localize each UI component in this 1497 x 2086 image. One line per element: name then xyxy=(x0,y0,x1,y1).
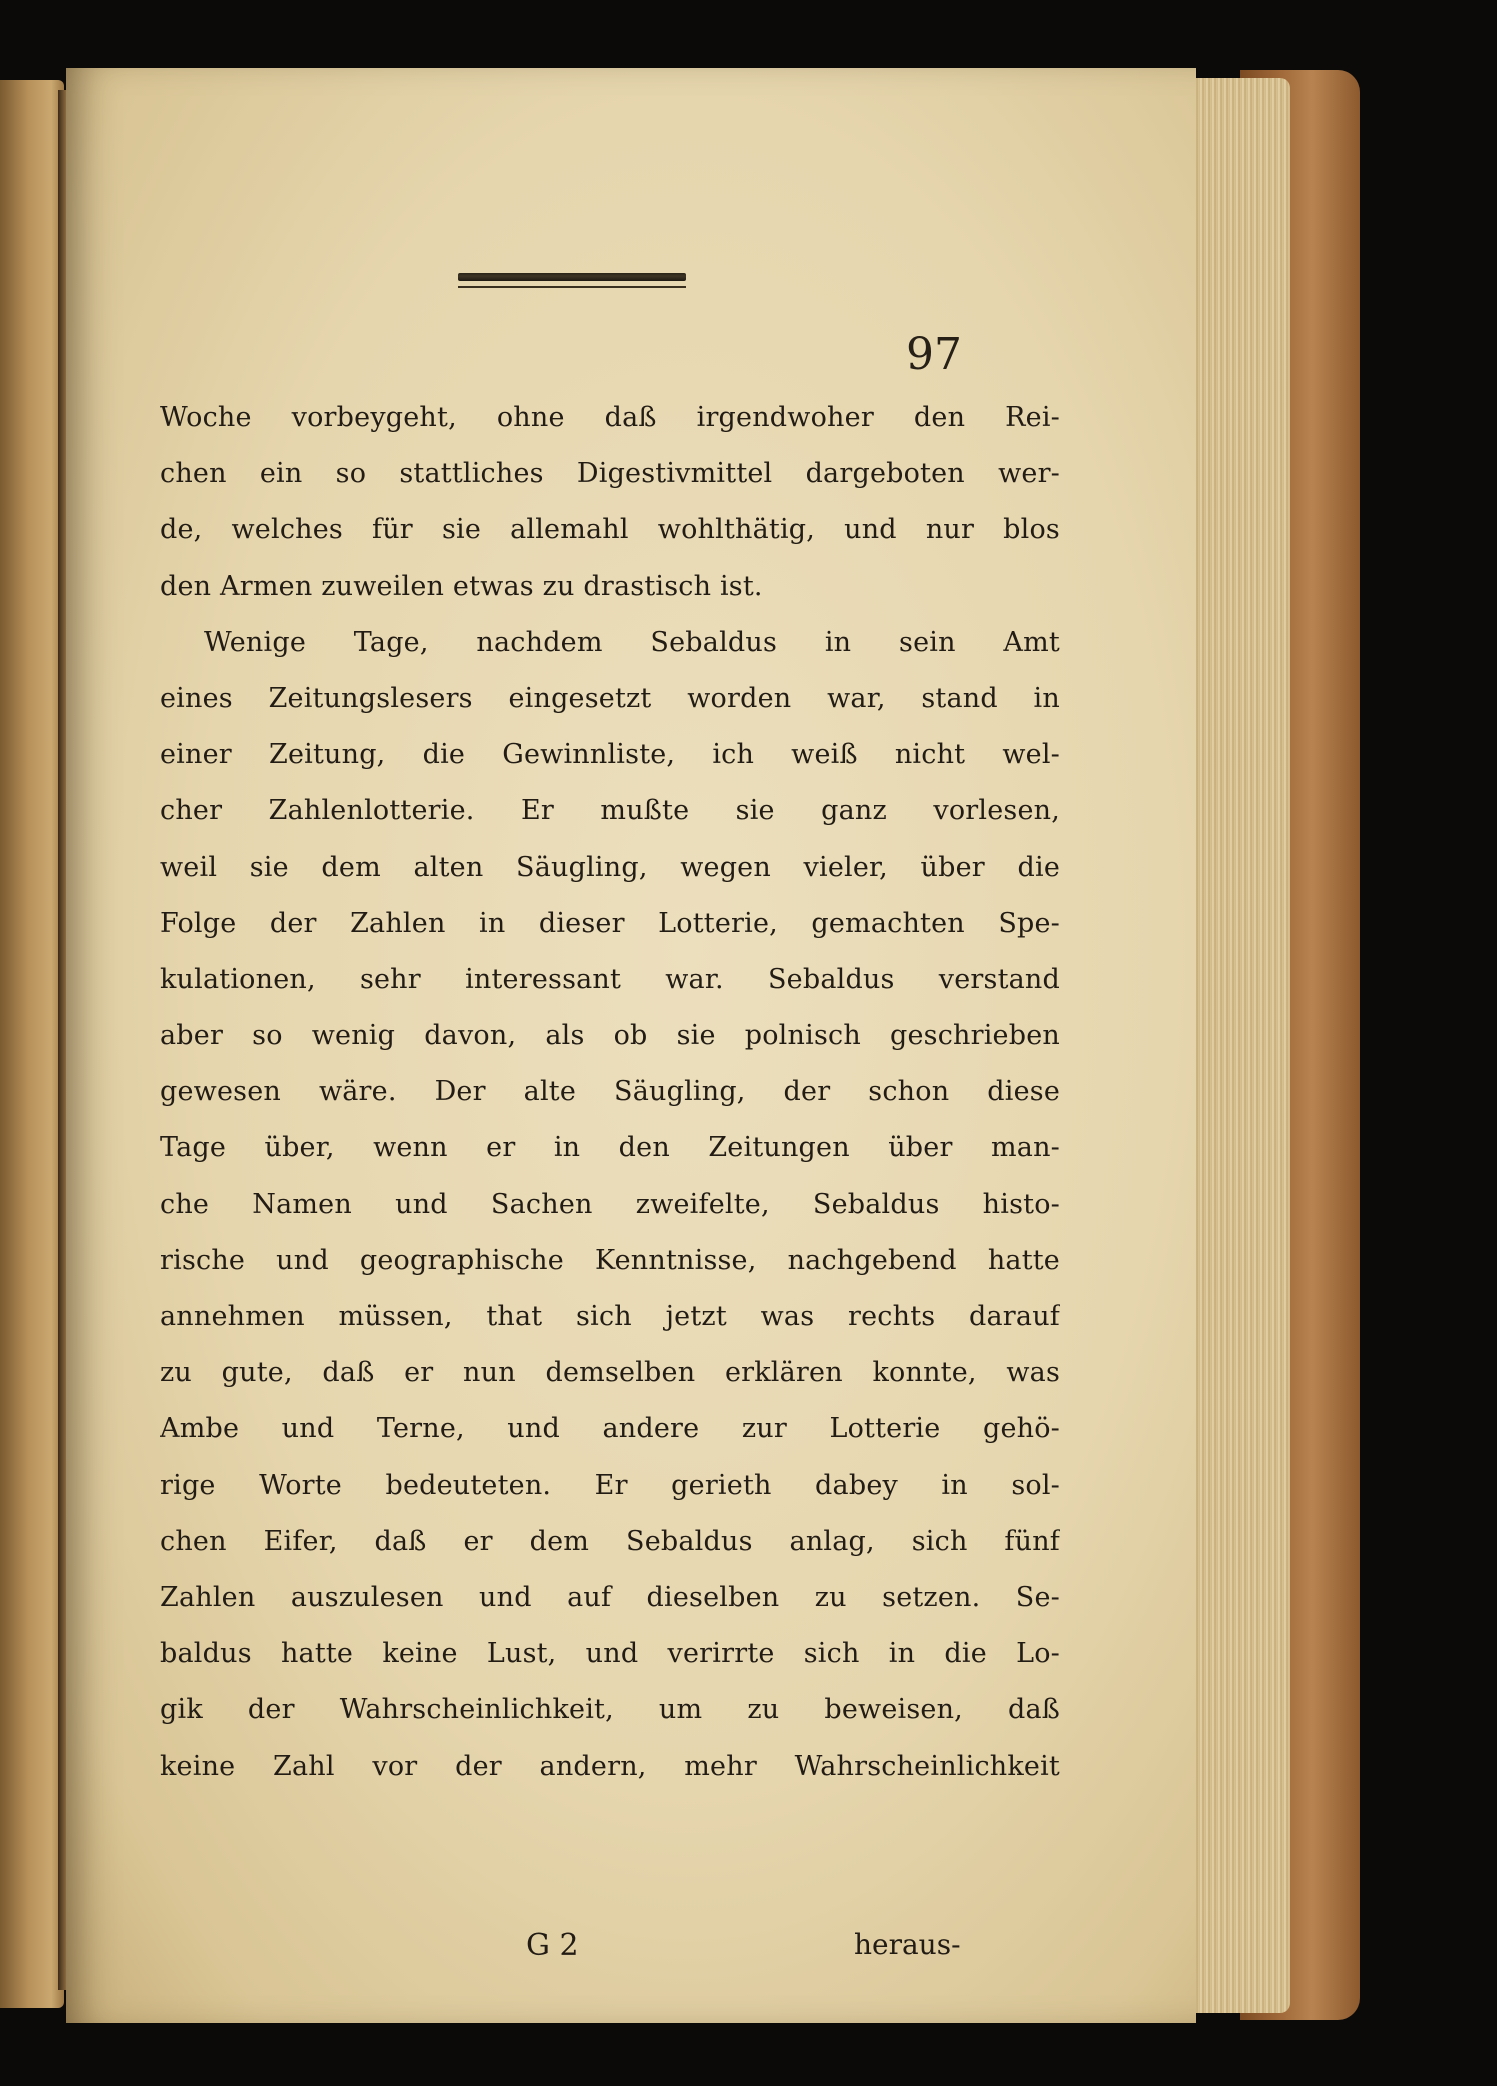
text-line: Woche vorbeygeht, ohne daß irgendwoher den Rei- xyxy=(160,402,1060,433)
text-line: gik der Wahrscheinlichkeit, um zu beweisen, daß xyxy=(160,1694,1060,1726)
text-line: zu gute, daß er nun demselben erklären konnte, was xyxy=(160,1357,1060,1389)
text-line: de, welches für sie allemahl wohlthätig, und nur blos xyxy=(160,514,1060,546)
signature-mark: G 2 xyxy=(526,1928,579,1963)
text-line: keine Zahl vor der andern, mehr Wahrscheinlichkeit xyxy=(160,1750,1060,1782)
book-page xyxy=(66,68,1196,2023)
text-line: Tage über, wenn er in den Zeitungen über man- xyxy=(160,1132,1060,1164)
text-line: che Namen und Sachen zweifelte, Sebaldus histo- xyxy=(160,1188,1060,1220)
header-ornament-rule xyxy=(458,273,686,281)
text-line: aber so wenig davon, als ob sie polnisch geschrieben xyxy=(160,1020,1060,1052)
text-line: Zahlen auszulesen und auf dieselben zu setzen. Se- xyxy=(160,1581,1060,1613)
text-line: gewesen wäre. Der alte Säugling, der schon diese xyxy=(160,1076,1060,1108)
text-line: rische und geographische Kenntnisse, nachgebend hatte xyxy=(160,1244,1060,1276)
text-line: chen ein so stattliches Digestivmittel dargeboten wer- xyxy=(160,458,1060,490)
text-line: kulationen, sehr interessant war. Sebaldus verstand xyxy=(160,963,1060,995)
text-line: den Armen zuweilen etwas zu drastisch ist. xyxy=(160,570,763,602)
text-line: chen Eifer, daß er dem Sebaldus anlag, sich fünf xyxy=(160,1525,1060,1557)
text-line: rige Worte bedeuteten. Er gerieth dabey in sol- xyxy=(160,1469,1060,1501)
text-line: Folge der Zahlen in dieser Lotterie, gemachten Spe- xyxy=(160,907,1060,939)
text-line: eines Zeitungslesers eingesetzt worden war, stand in xyxy=(160,682,1060,714)
text-line: Wenige Tage, nachdem Sebaldus in sein Amt xyxy=(204,626,1060,658)
text-line: cher Zahlenlotterie. Er mußte sie ganz vorlesen, xyxy=(160,795,1060,827)
left-page-edge xyxy=(0,80,64,2008)
catchword: heraus- xyxy=(854,1928,961,1961)
text-line: weil sie dem alten Säugling, wegen vieler, über die xyxy=(160,851,1060,883)
text-line: Ambe und Terne, und andere zur Lotterie gehö- xyxy=(160,1413,1060,1445)
text-line: baldus hatte keine Lust, und verirrte sich in die Lo- xyxy=(160,1638,1060,1670)
page-number: 97 xyxy=(906,329,962,380)
body-text xyxy=(160,390,1060,1795)
text-line: einer Zeitung, die Gewinnliste, ich weiß nicht wel- xyxy=(160,739,1060,771)
text-line: annehmen müssen, that sich jetzt was rechts darauf xyxy=(160,1301,1060,1332)
header-thin-rule xyxy=(458,286,686,288)
